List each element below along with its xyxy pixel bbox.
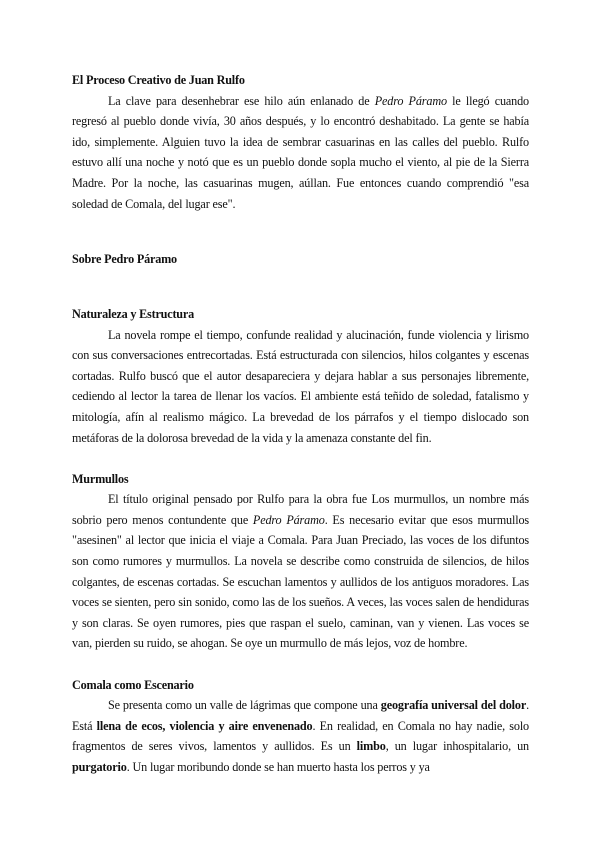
spacer <box>72 269 529 290</box>
text-run: El título original pensado por Rulfo para la obra fue Los murmullos, un nombre más sobrio pero menos contundente que <box>72 492 529 527</box>
section-heading-proceso-creativo: El Proceso Creativo de Juan Rulfo <box>72 73 245 87</box>
bold-phrase: llena de ecos, violencia y aire envenenado <box>96 718 313 733</box>
paragraph-comala-escenario <box>72 695 529 777</box>
book-title-italic: Pedro Páramo <box>252 512 325 527</box>
section-heading-comala-escenario: Comala como Escenario <box>72 677 194 692</box>
paragraph-proceso-creativo <box>72 91 529 215</box>
text-run: , un lugar inhospitalario, un <box>385 739 529 754</box>
text-run: . Está <box>72 698 530 733</box>
spacer <box>72 654 529 675</box>
section-heading-naturaleza-estructura: Naturaleza y Estructura <box>72 306 194 321</box>
spacer <box>72 235 529 249</box>
bold-phrase: limbo <box>356 739 386 754</box>
document-page <box>72 70 529 778</box>
section-heading-murmullos: Murmullos <box>72 471 129 486</box>
spacer <box>72 448 529 469</box>
text-run: le llegó cuando regresó al pueblo donde vivía, 30 años después, y lo encontró deshabitado. La gente se había ido, simplemente. Alguien tuvo la idea de sembrar casuarinas en las calles del pueblo. Rulfo estuvo allí una noche y notó que es un pueblo donde sopla mucho el viento, al pie de la Sierra Madre. Por la noche, las casuarinas mugen, aúllan. Fue entonces cuando comprendió "esa soledad de Comala, del lugar ese". <box>72 93 529 211</box>
text-run: . En realidad, en Comala no hay nadie, solo fragmentos de seres vivos, lamentos y aullidos. Es un <box>72 718 530 754</box>
bold-phrase: purgatorio <box>72 760 127 774</box>
section-heading-sobre-pedro-paramo: Sobre Pedro Páramo <box>72 251 177 266</box>
spacer <box>72 290 529 304</box>
book-title-italic: Pedro Páramo <box>374 93 447 108</box>
text-run: Se presenta como un valle de lágrimas que compone una <box>108 698 381 713</box>
paragraph-naturaleza-estructura: La novela rompe el tiempo, confunde realidad y alucinación, funde violencia y lirismo con sus conversaciones entrecortadas. Está estructurada con silencios, hilos colgantes y escenas cortadas. Rulfo buscó que el autor desapareciera y dejara hablar a sus personajes libremente, cediendo al lector la tarea de llenar los vacíos. El ambiente está teñido de soledad, fatalismo y mitología, afín al realismo mágico. La brevedad de los párrafos y el tiempo dislocado son metáforas de la dolorosa brevedad de la vida y la amenaza constante del fin. <box>72 327 529 445</box>
bold-phrase: geografía universal del dolor <box>380 698 527 713</box>
text-run: . Un lugar moribundo donde se han muerto hasta los perros y ya <box>126 760 430 774</box>
text-run: La clave para desenhebrar ese hilo aún enlanado de <box>108 93 375 108</box>
text-run: . Es necesario evitar que esos murmullos "asesinen" al lector que inicia el viaje a Comala. Para Juan Preciado, las voces de los difuntos son como rumores y murmullos. La novela se describe como construida de silencios, de hilos colgantes, de escenas cortadas. Se escuchan lamentos y aullidos de los antiguos moradores. Las voces se sienten, pero sin sonido, como las de los sueños. A veces, las voces salen de hendiduras y son claras. Se oyen rumores, pies que raspan el suelo, caminan, van y vienen. Las voces se van, pierden su ruido, se ahogan. Se oye un murmullo de más lejos, voz de hombre. <box>72 512 529 651</box>
spacer <box>72 214 529 235</box>
paragraph-murmullos <box>72 489 529 654</box>
